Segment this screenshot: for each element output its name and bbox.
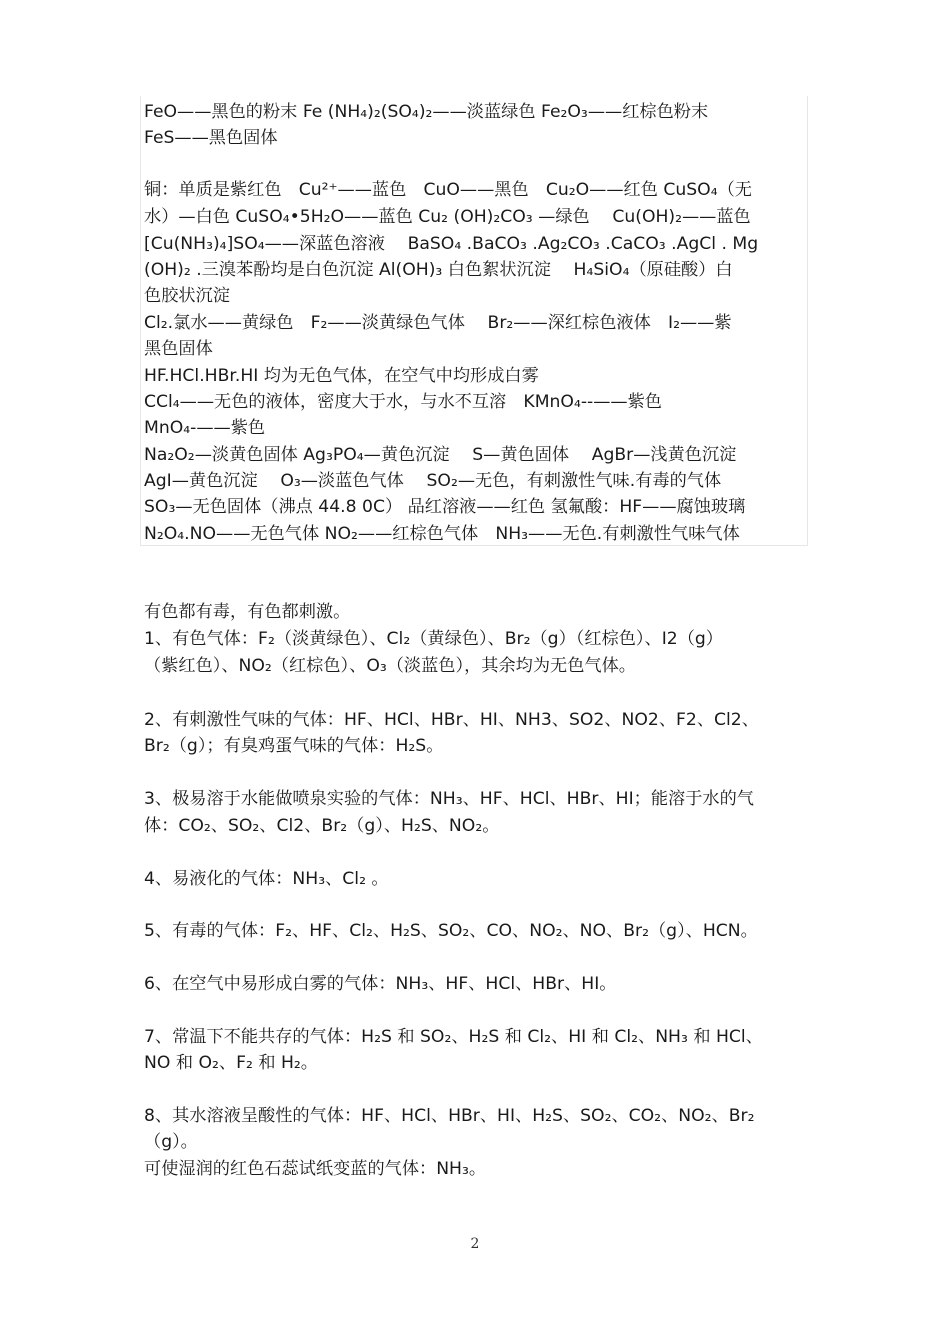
box-line: Cl₂.氯水——黄绿色 F₂——淡黄绿色气体 Br₂——深红棕色液体 I₂——紫 (144, 313, 732, 333)
box-line: N₂O₄.NO——无色气体 NO₂——红棕色气体 NH₃——无色.有刺激性气味气体 (144, 524, 740, 544)
box-line: FeS——黑色固体 (144, 128, 278, 148)
box-line: 色胶状沉淀 (144, 286, 230, 306)
box-line: AgI—黄色沉淀 O₃—淡蓝色气体 SO₂—无色，有刺激性气味.有毒的气体 (144, 471, 722, 491)
box-line: (OH)₂ .三溴苯酚均是白色沉淀 Al(OH)₃ 白色絮状沉淀 H₄SiO₄（原硅酸）白 (144, 260, 733, 280)
page-number: 2 (470, 1236, 480, 1252)
body-line: 5、有毒的气体：F₂、HF、Cl₂、H₂S、SO₂、CO、NO₂、NO、Br₂（g）、HCN。 (144, 921, 758, 941)
box-line: FeO——黑色的粉末 Fe (NH₄)₂(SO₄)₂——淡蓝绿色 Fe₂O₃——红棕色粉末 (144, 102, 709, 122)
box-line: [Cu(NH₃)₄]SO₄——深蓝色溶液 BaSO₄ .BaCO₃ .Ag₂CO₃ .CaCO₃ .AgCl . Mg (144, 234, 759, 254)
box-line: MnO₄-——紫色 (144, 418, 266, 438)
body-line: 8、其水溶液呈酸性的气体：HF、HCl、HBr、HI、H₂S、SO₂、CO₂、NO₂、Br₂ (144, 1106, 755, 1126)
body-line: 7、常温下不能共存的气体：H₂S 和 SO₂、H₂S 和 Cl₂、HI 和 Cl₂、NH₃ 和 HCl、 (144, 1027, 763, 1047)
body-line: 3、极易溶于水能做喷泉实验的气体：NH₃、HF、HCl、HBr、HI；能溶于水的气 (144, 789, 754, 809)
body-line: 2、有刺激性气味的气体：HF、HCl、HBr、HI、NH3、SO2、NO2、F2、Cl2、 (144, 710, 759, 730)
body-line: 1、有色气体：F₂（淡黄绿色）、Cl₂（黄绿色）、Br₂（g）（红棕色）、I2（g） (144, 629, 723, 649)
box-line: 黑色固体 (144, 339, 213, 359)
box-line: SO₃—无色固体（沸点 44.8 0C） 品红溶液——红色 氢氟酸：HF——腐蚀玻璃 (144, 497, 746, 517)
body-line: 4、易液化的气体：NH₃、Cl₂ 。 (144, 869, 389, 889)
body-line: 体：CO₂、SO₂、Cl2、Br₂（g）、H₂S、NO₂。 (144, 816, 500, 836)
box-line: CCl₄——无色的液体，密度大于水，与水不互溶 KMnO₄--——紫色 (144, 392, 662, 412)
box-line: 水）—白色 CuSO₄•5H₂O——蓝色 Cu₂ (OH)₂CO₃ —绿色 Cu(OH)₂——蓝色 (144, 207, 751, 227)
box-line: 铜：单质是紫红色 Cu²⁺——蓝色 CuO——黑色 Cu₂O——红色 CuSO₄（无 (144, 180, 752, 200)
body-line: 6、在空气中易形成白雾的气体：NH₃、HF、HCl、HBr、HI。 (144, 974, 617, 994)
box-line: Na₂O₂—淡黄色固体 Ag₃PO₄—黄色沉淀 S—黄色固体 AgBr—浅黄色沉淀 (144, 445, 737, 465)
body-line: （g）。 (144, 1132, 198, 1152)
body-line: 有色都有毒，有色都刺激。 (144, 602, 351, 622)
body-line: （紫红色）、NO₂（红棕色）、O₃（淡蓝色），其余均为无色气体。 (144, 656, 636, 676)
body-line: 可使湿润的红色石蕊试纸变蓝的气体：NH₃。 (144, 1159, 487, 1179)
body-line: NO 和 O₂、F₂ 和 H₂。 (144, 1053, 318, 1073)
body-line: Br₂（g）；有臭鸡蛋气味的气体：H₂S。 (144, 736, 444, 756)
box-line: HF.HCl.HBr.HI 均为无色气体，在空气中均形成白雾 (144, 366, 539, 386)
